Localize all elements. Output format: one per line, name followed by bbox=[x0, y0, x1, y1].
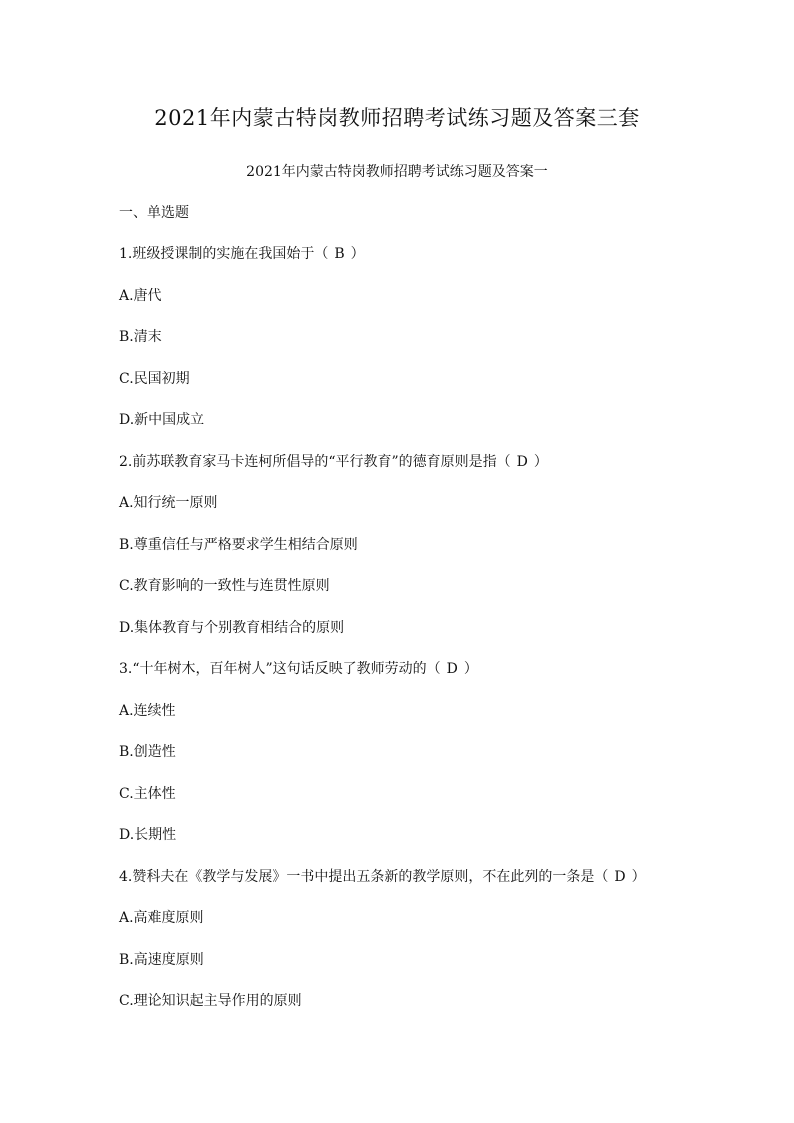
option-item: D.长期性 bbox=[119, 827, 177, 843]
option-item: C.主体性 bbox=[119, 786, 176, 802]
option-item: B.创造性 bbox=[119, 744, 176, 760]
question-text: 3.“十年树木，百年树人”这句话反映了教师劳动的（ bbox=[119, 661, 441, 677]
question-close-paren: ） bbox=[631, 869, 646, 885]
answer-letter: D bbox=[614, 869, 626, 885]
question-stem bbox=[119, 659, 478, 679]
question-stem bbox=[119, 244, 365, 264]
question-stem bbox=[119, 867, 646, 887]
document-title: 2021年内蒙古特岗教师招聘考试练习题及答案三套 bbox=[154, 106, 640, 130]
question-close-paren: ） bbox=[533, 454, 548, 470]
option-item: A.连续性 bbox=[119, 703, 176, 719]
answer-letter: D bbox=[446, 661, 458, 677]
question-close-paren: ） bbox=[463, 661, 478, 677]
option-item: D.集体教育与个别教育相结合的原则 bbox=[119, 620, 345, 636]
question-stem bbox=[119, 452, 548, 472]
option-item: A.唐代 bbox=[119, 288, 162, 304]
option-item: B.清末 bbox=[119, 329, 162, 345]
option-item: C.教育影响的一致性与连贯性原则 bbox=[119, 578, 330, 594]
option-item: B.高速度原则 bbox=[119, 952, 204, 968]
question-text: 1.班级授课制的实施在我国始于（ bbox=[119, 246, 329, 262]
option-item: D.新中国成立 bbox=[119, 412, 205, 428]
answer-letter: B bbox=[334, 246, 345, 262]
option-item: B.尊重信任与严格要求学生相结合原则 bbox=[119, 537, 358, 553]
option-item: A.知行统一原则 bbox=[119, 495, 218, 511]
question-text: 4.赞科夫在《教学与发展》一书中提出五条新的教学原则，不在此列的一条是（ bbox=[119, 869, 609, 885]
question-text: 2.前苏联教育家马卡连柯所倡导的“平行教育”的德育原则是指（ bbox=[119, 454, 511, 470]
option-item: C.理论知识起主导作用的原则 bbox=[119, 993, 302, 1009]
answer-letter: D bbox=[516, 454, 528, 470]
document-subtitle: 2021年内蒙古特岗教师招聘考试练习题及答案一 bbox=[246, 164, 548, 180]
question-close-paren: ） bbox=[350, 246, 365, 262]
option-item: A.高难度原则 bbox=[119, 910, 204, 926]
section-heading: 一、单选题 bbox=[119, 205, 189, 221]
option-item: C.民国初期 bbox=[119, 371, 190, 387]
